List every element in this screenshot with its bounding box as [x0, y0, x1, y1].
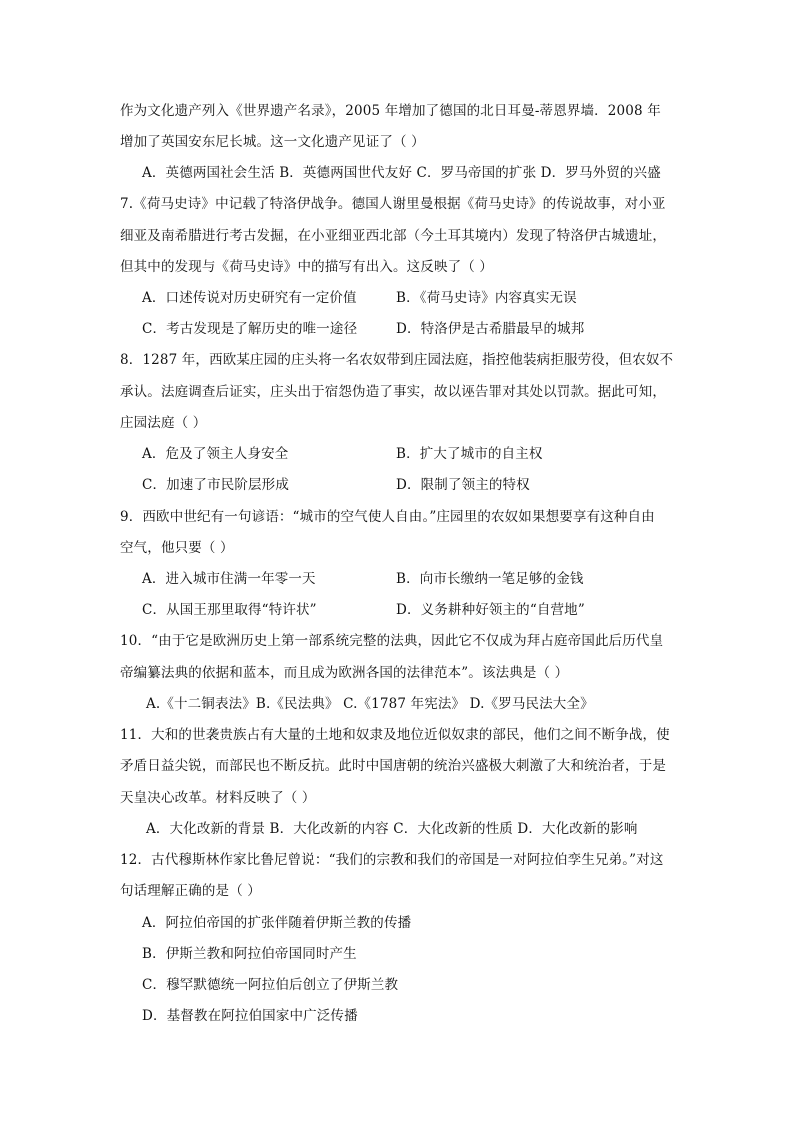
q9-option-a: A．进入城市住满一年零一天	[142, 571, 316, 587]
q8-option-a: A．危及了领主人身安全	[142, 446, 289, 462]
q7-option-b: B．《荷马史诗》内容真实无误	[396, 290, 577, 306]
q8-option-d: D．限制了领主的特权	[396, 477, 530, 493]
q7-option-row-2	[142, 319, 585, 339]
q10-text-line-2: 帝编纂法典的依据和蓝本，而且成为欧洲各国的法律范本”。该法典是（ ）	[120, 665, 569, 681]
q8-option-b: B．扩大了城市的自主权	[396, 446, 543, 462]
q11-text-line-3: 天皇决心改革。材料反映了（ ）	[120, 790, 316, 806]
q12-text-line-1: 12．古代穆斯林作家比鲁尼曾说：“我们的宗教和我们的帝国是一对阿拉伯孪生兄弟。”对这	[120, 852, 664, 868]
q12-option-c: C．穆罕默德统一阿拉伯后创立了伊斯兰教	[142, 977, 399, 993]
q11-options: A．大化改新的背景 B．大化改新的内容 C．大化改新的性质 D．大化改新的影响	[146, 821, 638, 837]
q8-text-line-1: 8．1287 年，西欧某庄园的庄头将一名农奴带到庄园法庭，指控他装病拒服劳役，但农奴不	[120, 352, 674, 368]
q7-option-a: A．口述传说对历史研究有一定价值	[142, 290, 357, 306]
q12-option-d: D．基督教在阿拉伯国家中广泛传播	[142, 1008, 358, 1024]
q8-option-row-1	[142, 444, 543, 464]
q9-option-d: D．义务耕种好领主的“自营地”	[396, 602, 585, 618]
q10-text-line-1: 10．“由于它是欧洲历史上第一部系统完整的法典，因此它不仅成为拜占庭帝国此后历代皇	[120, 633, 664, 649]
q6-text-line-2: 增加了英国安东尼长城。这一文化遗产见证了（ ）	[120, 134, 425, 150]
q9-option-row-2	[142, 600, 585, 620]
q12-text-line-2: 句话理解正确的是（ ）	[120, 883, 261, 899]
q7-text-line-1: 7.《荷马史诗》中记载了特洛伊战争。德国人谢里曼根据《荷马史诗》的传说故事，对小亚	[120, 196, 666, 212]
q8-text-line-2: 承认。法庭调查后证实，庄头出于宿怨伪造了事实，故以诬告罪对其处以罚款。据此可知，	[120, 384, 666, 400]
q12-option-b: B．伊斯兰教和阿拉伯帝国同时产生	[142, 946, 357, 962]
q9-option-c: C．从国王那里取得“特许状”	[142, 602, 317, 618]
q6-options: A．英德两国社会生活 B．英德两国世代友好 C．罗马帝国的扩张 D．罗马外贸的兴盛	[142, 165, 661, 181]
q7-option-c: C．考古发现是了解历史的唯一途径	[142, 321, 358, 337]
q9-option-b: B．向市长缴纳一笔足够的金钱	[396, 571, 584, 587]
q7-option-row-1	[142, 288, 577, 308]
q9-option-row-1	[142, 569, 584, 589]
q11-text-line-2: 矛盾日益尖锐，而部民也不断反抗。此时中国唐朝的统治兴盛极大刺激了大和统治者，于是	[120, 758, 666, 774]
q9-text-line-2: 空气，他只要（ ）	[120, 540, 234, 556]
q11-text-line-1: 11．大和的世袭贵族占有大量的土地和奴隶及地位近似奴隶的部民，他们之间不断争战，使	[120, 727, 670, 743]
q10-options: A.《十二铜表法》B.《民法典》 C.《1787 年宪法》 D.《罗马民法大全》	[146, 696, 594, 712]
q7-option-d: D．特洛伊是古希腊最早的城邦	[396, 321, 585, 337]
q6-text-line-1: 作为文化遗产列入《世界遗产名录》，2005 年增加了德国的北日耳曼-蒂恩界墙．2008 年	[120, 103, 661, 119]
q8-option-row-2	[142, 475, 530, 495]
q9-text-line-1: 9．西欧中世纪有一句谚语：“城市的空气使人自由。”庄园里的农奴如果想要享有这种自由	[120, 509, 655, 525]
q12-option-a: A．阿拉伯帝国的扩张伴随着伊斯兰教的传播	[142, 915, 412, 931]
q7-text-line-2: 细亚及南希腊进行考古发掘，在小亚细亚西北部（今土耳其境内）发现了特洛伊古城遗址，	[120, 228, 666, 244]
q8-option-c: C．加速了市民阶层形成	[142, 477, 289, 493]
q7-text-line-3: 但其中的发现与《荷马史诗》中的描写有出入。这反映了（ ）	[120, 259, 493, 275]
q8-text-line-3: 庄园法庭（ ）	[120, 415, 207, 431]
